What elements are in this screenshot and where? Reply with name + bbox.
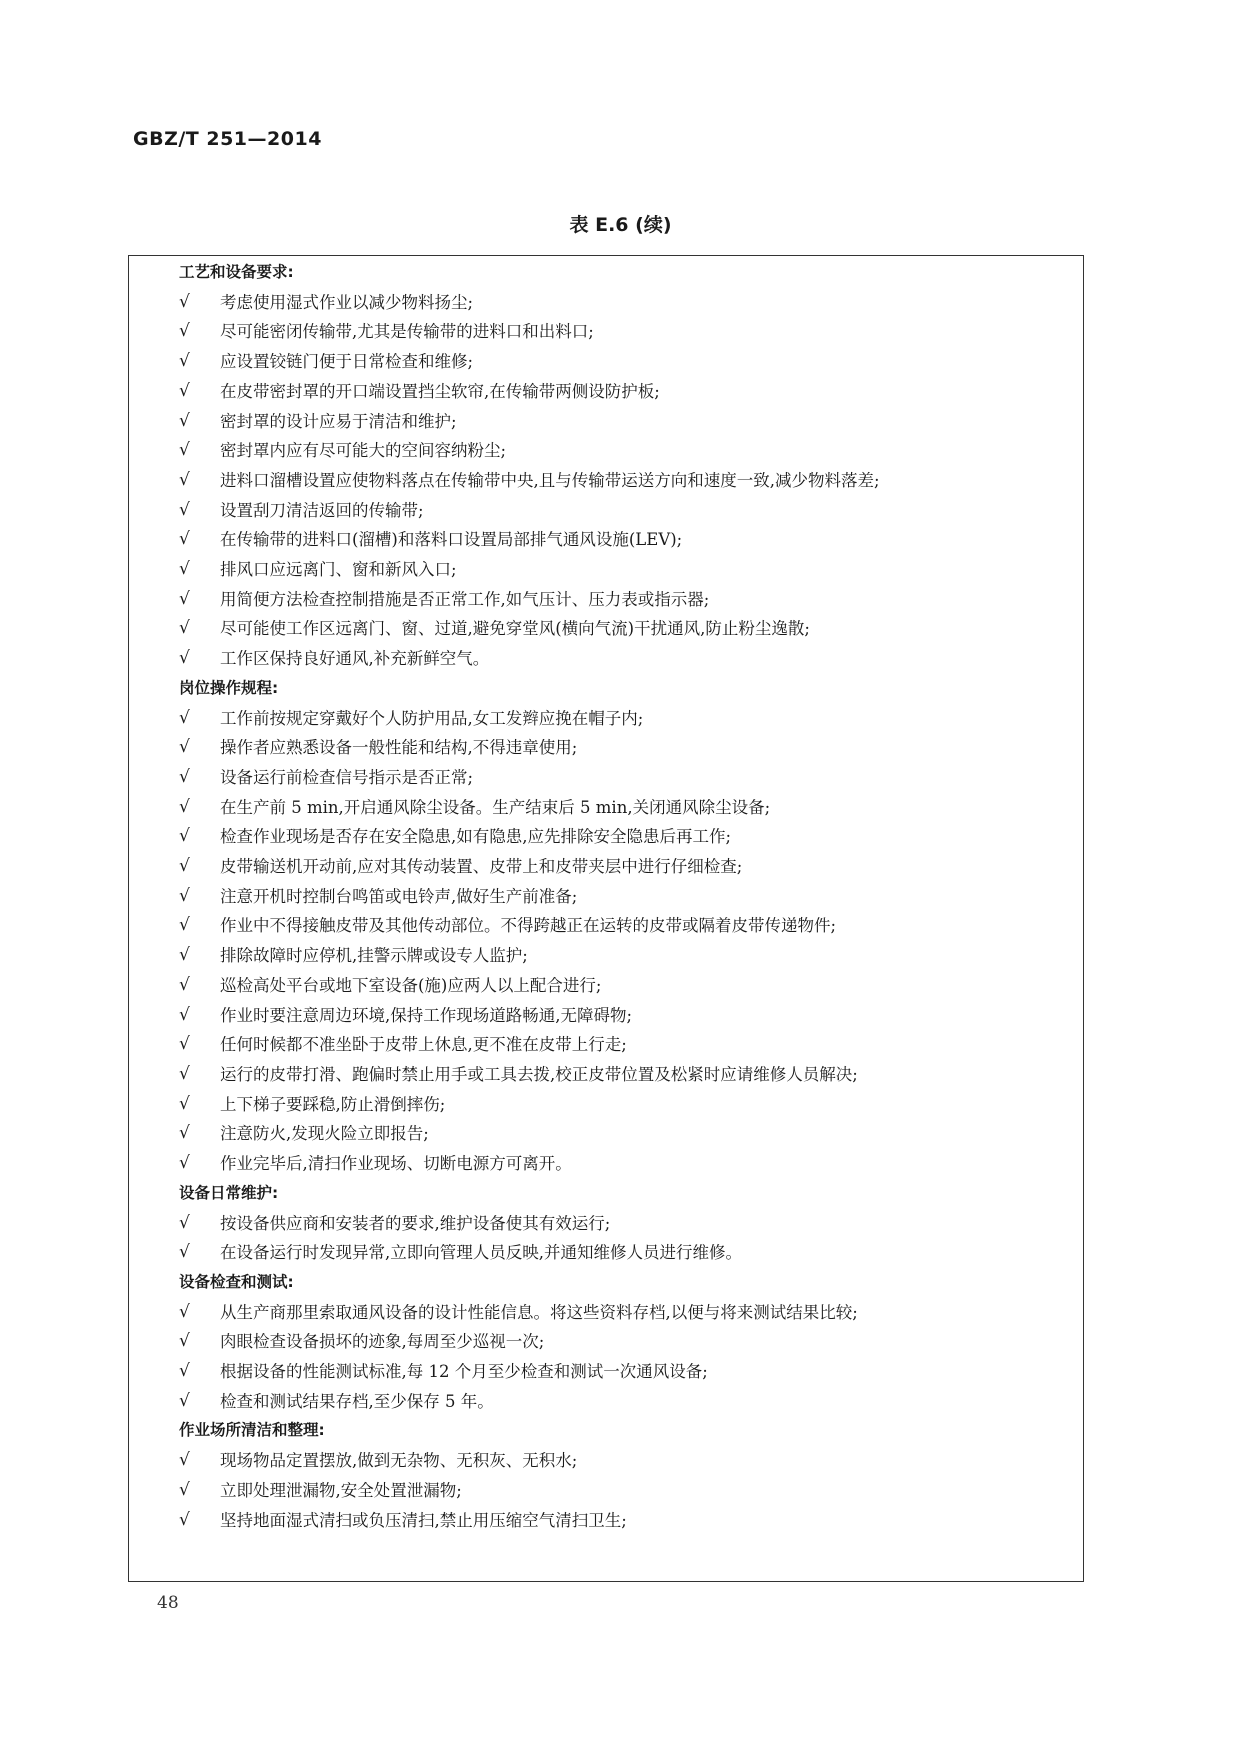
checklist-item-text: 作业中不得接触皮带及其他传动部位。不得跨越正在运转的皮带或隔着皮带传递物件; (220, 916, 837, 936)
check-mark-icon: √ (179, 648, 190, 669)
checklist-item-text: 作业完毕后,清扫作业现场、切断电源方可离开。 (220, 1154, 572, 1174)
checklist-item (179, 436, 1059, 466)
checklist-item (179, 793, 1059, 823)
checklist-item (179, 704, 1059, 734)
checklist-item-text: 密封罩内应有尽可能大的空间容纳粉尘; (220, 441, 507, 461)
check-mark-icon: √ (179, 469, 190, 490)
check-mark-icon: √ (179, 440, 190, 461)
checklist-item-text: 任何时候都不准坐卧于皮带上休息,更不准在皮带上行走; (220, 1035, 627, 1055)
check-mark-icon: √ (179, 1479, 190, 1500)
checklist-item (179, 644, 1059, 674)
checklist-item-text: 用简便方法检查控制措施是否正常工作,如气压计、压力表或指示器; (220, 589, 710, 609)
checklist-item (179, 1090, 1059, 1120)
checklist-item (179, 852, 1059, 882)
checklist-item (179, 1149, 1059, 1179)
check-mark-icon: √ (179, 1123, 190, 1144)
checklist-item-text: 排风口应远离门、窗和新风入口; (220, 560, 457, 580)
checklist-item-text: 排除故障时应停机,挂警示牌或设专人监护; (220, 946, 528, 966)
checklist-item-text: 上下梯子要踩稳,防止滑倒摔伤; (220, 1094, 446, 1114)
check-mark-icon: √ (179, 559, 190, 580)
checklist-item (179, 941, 1059, 971)
checklist-item-text: 皮带输送机开动前,应对其传动装置、皮带上和皮带夹层中进行仔细检查; (220, 857, 743, 877)
checklist-item-text: 检查作业现场是否存在安全隐患,如有隐患,应先排除安全隐患后再工作; (220, 827, 732, 847)
check-mark-icon: √ (179, 974, 190, 995)
checklist-item-text: 根据设备的性能测试标准,每 12 个月至少检查和测试一次通风设备; (220, 1362, 708, 1382)
checklist-item-text: 考虑使用湿式作业以减少物料扬尘; (220, 292, 474, 312)
check-mark-icon: √ (179, 1004, 190, 1025)
check-mark-icon: √ (179, 1301, 190, 1322)
checklist-item (179, 585, 1059, 615)
check-mark-icon: √ (179, 499, 190, 520)
checklist-item (179, 1060, 1059, 1090)
section-title: 设备日常维护: (179, 1183, 279, 1202)
checklist-item (179, 407, 1059, 437)
checklist-item-text: 在生产前 5 min,开启通风除尘设备。生产结束后 5 min,关闭通风除尘设备; (220, 797, 771, 817)
check-mark-icon: √ (179, 1509, 190, 1530)
checklist-item-text: 操作者应熟悉设备一般性能和结构,不得违章使用; (220, 738, 578, 758)
checklist-item (179, 1238, 1059, 1268)
section-title: 岗位操作规程: (179, 678, 279, 697)
check-mark-icon: √ (179, 707, 190, 728)
check-mark-icon: √ (179, 766, 190, 787)
checklist-item (179, 822, 1059, 852)
section-title: 作业场所清洁和整理: (179, 1421, 325, 1440)
check-mark-icon: √ (179, 1063, 190, 1084)
checklist-item (179, 911, 1059, 941)
checklist-item (179, 614, 1059, 644)
check-mark-icon: √ (179, 529, 190, 550)
checklist-item (179, 317, 1059, 347)
checklist-item (179, 377, 1059, 407)
checklist-item (179, 882, 1059, 912)
page-number: 48 (157, 1593, 179, 1613)
check-mark-icon: √ (179, 796, 190, 817)
check-mark-icon: √ (179, 856, 190, 877)
standard-code: GBZ/T 251—2014 (133, 128, 322, 150)
check-mark-icon: √ (179, 1034, 190, 1055)
checklist-item-text: 巡检高处平台或地下室设备(施)应两人以上配合进行; (220, 975, 602, 995)
checklist-item (179, 555, 1059, 585)
checklist-item-text: 注意防火,发现火险立即报告; (220, 1124, 429, 1144)
check-mark-icon: √ (179, 1153, 190, 1174)
checklist-item (179, 1357, 1059, 1387)
checklist-item-text: 尽可能使工作区远离门、窗、过道,避免穿堂风(横向气流)干扰通风,防止粉尘逸散; (220, 619, 810, 639)
check-mark-icon: √ (179, 1450, 190, 1471)
checklist-item-text: 按设备供应商和安装者的要求,维护设备使其有效运行; (220, 1213, 611, 1233)
section-title: 工艺和设备要求: (179, 263, 294, 281)
checklist-item (179, 1119, 1059, 1149)
checklist-item (179, 1387, 1059, 1417)
section-title: 设备检查和测试: (179, 1272, 294, 1291)
check-mark-icon: √ (179, 1361, 190, 1382)
checklist-item (179, 1506, 1059, 1536)
checklist-item (179, 1298, 1059, 1328)
checklist-item (179, 1446, 1059, 1476)
checklist-item-text: 设备运行前检查信号指示是否正常; (220, 767, 474, 787)
checklist-item (179, 733, 1059, 763)
checklist-item-text: 作业时要注意周边环境,保持工作现场道路畅通,无障碍物; (220, 1005, 633, 1025)
check-mark-icon: √ (179, 1212, 190, 1233)
checklist-item-text: 尽可能密闭传输带,尤其是传输带的进料口和出料口; (220, 322, 594, 342)
checklist-item-text: 运行的皮带打滑、跑偏时禁止用手或工具去拨,校正皮带位置及松紧时应请维修人员解决; (220, 1064, 858, 1084)
check-mark-icon: √ (179, 291, 190, 312)
check-mark-icon: √ (179, 737, 190, 758)
checklist-item-text: 从生产商那里索取通风设备的设计性能信息。将这些资料存档,以便与将来测试结果比较; (220, 1302, 858, 1322)
checklist-item-text: 检查和测试结果存档,至少保存 5 年。 (220, 1391, 494, 1411)
checklist-item (179, 1327, 1059, 1357)
checklist-item (179, 1030, 1059, 1060)
table-title: 表 E.6 (续) (569, 214, 672, 236)
checklist-item-text: 进料口溜槽设置应使物料落点在传输带中央,且与传输带运送方向和速度一致,减少物料落差; (220, 470, 880, 490)
checklist-item (179, 763, 1059, 793)
checklist-item-text: 肉眼检查设备损坏的迹象,每周至少巡视一次; (220, 1332, 545, 1352)
checklist-item-text: 密封罩的设计应易于清洁和维护; (220, 411, 457, 431)
checklist-item-text: 应设置铰链门便于日常检查和维修; (220, 352, 474, 372)
checklist-item (179, 1209, 1059, 1239)
check-mark-icon: √ (179, 826, 190, 847)
check-mark-icon: √ (179, 588, 190, 609)
check-mark-icon: √ (179, 1390, 190, 1411)
check-mark-icon: √ (179, 351, 190, 372)
checklist-item (179, 347, 1059, 377)
check-mark-icon: √ (179, 1242, 190, 1263)
checklist-item-text: 工作区保持良好通风,补充新鲜空气。 (220, 649, 490, 669)
checklist-item-text: 设置刮刀清洁返回的传输带; (220, 500, 424, 520)
check-mark-icon: √ (179, 410, 190, 431)
checklist-item (179, 525, 1059, 555)
checklist-item (179, 1476, 1059, 1506)
checklist-item-text: 现场物品定置摆放,做到无杂物、无积灰、无积水; (220, 1451, 578, 1471)
checklist-item (179, 1001, 1059, 1031)
checklist-item-text: 在设备运行时发现异常,立即向管理人员反映,并通知维修人员进行维修。 (220, 1243, 742, 1263)
check-mark-icon: √ (179, 321, 190, 342)
check-mark-icon: √ (179, 618, 190, 639)
checklist-item-text: 工作前按规定穿戴好个人防护用品,女工发辫应挽在帽子内; (220, 708, 644, 728)
checklist-item (179, 466, 1059, 496)
checklist-item (179, 496, 1059, 526)
checklist-item (179, 288, 1059, 318)
check-mark-icon: √ (179, 1331, 190, 1352)
checklist-item-text: 在传输带的进料口(溜槽)和落料口设置局部排气通风设施(LEV); (220, 530, 683, 550)
table-content (179, 258, 1059, 1535)
checklist-item-text: 注意开机时控制台鸣笛或电铃声,做好生产前准备; (220, 886, 578, 906)
check-mark-icon: √ (179, 945, 190, 966)
check-mark-icon: √ (179, 380, 190, 401)
checklist-item-text: 在皮带密封罩的开口端设置挡尘软帘,在传输带两侧设防护板; (220, 381, 660, 401)
checklist-item-text: 立即处理泄漏物,安全处置泄漏物; (220, 1480, 462, 1500)
check-mark-icon: √ (179, 915, 190, 936)
check-mark-icon: √ (179, 1093, 190, 1114)
check-mark-icon: √ (179, 885, 190, 906)
checklist-item-text: 坚持地面湿式清扫或负压清扫,禁止用压缩空气清扫卫生; (220, 1510, 627, 1530)
checklist-item (179, 971, 1059, 1001)
